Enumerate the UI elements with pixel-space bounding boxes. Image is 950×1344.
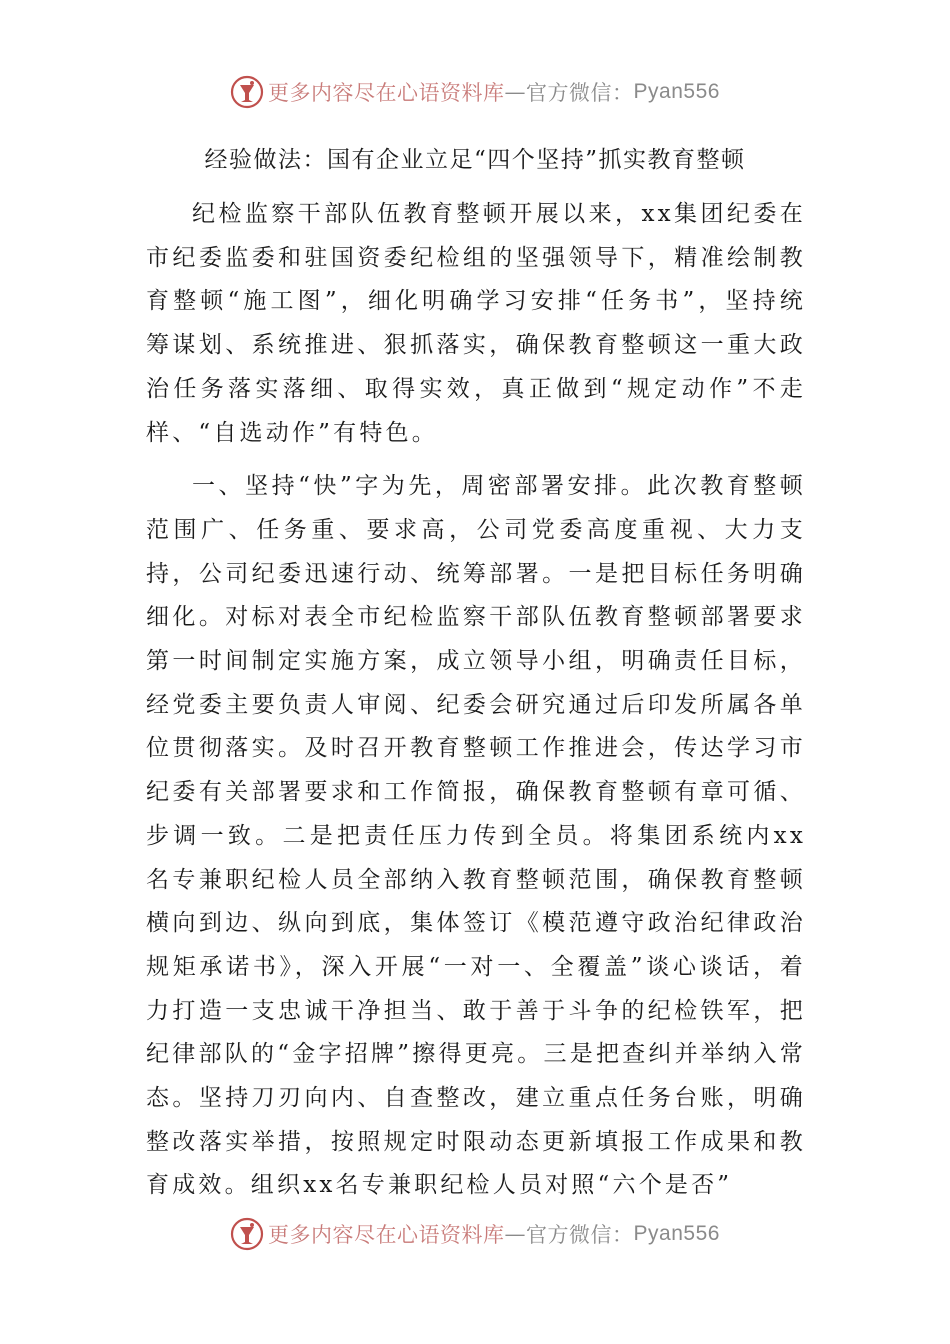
wine-glass-icon (230, 75, 264, 109)
footer-watermark (0, 1214, 950, 1254)
watermark-main-text: 更多内容尽在心语资料库 (268, 1223, 505, 1247)
header-watermark (0, 72, 950, 112)
document-body (146, 193, 806, 1208)
wine-glass-icon (230, 1217, 264, 1251)
watermark-dash: — (504, 80, 527, 104)
paragraph-section-one: 一、坚持“快”字为先，周密部署安排。此次教育整顿范围广、任务重、要求高，公司党委高度重视、大力支持，公司纪委迅速行动、统筹部署。一是把目标任务明确细化。对标对表全市纪检监察干部队伍教育整顿部署要求第一时间制定实施方案，成立领导小组，明确责任目标，经党委主要负责人审阅、纪委会研究通过后印发所属各单位贯彻落实。及时召开教育整顿工作推进会，传达学习市纪委有关部署要求和工作简报，确保教育整顿有章可循、步调一致。二是把责任压力传到全员。将集团系统内xx名专兼职纪检人员全部纳入教育整顿范围，确保教育整顿横向到边、纵向到底，集体签订《模范遵守政治纪律政治规矩承诺书》，深入开展“一对一、全覆盖”谈心谈话，着力打造一支忠诚干净担当、敢于善于斗争的纪检铁军，把纪律部队的“金字招牌”擦得更亮。三是把查纠并举纳入常态。坚持刀刃向内、自查整改，建立重点任务台账，明确整改落实举措，按照规定时限动态更新填报工作成果和教育成效。组织xx名专兼职纪检人员对照“六个是否” (146, 473, 806, 1199)
watermark-dash: — (504, 1222, 527, 1246)
paragraph-intro: 纪检监察干部队伍教育整顿开展以来，xx集团纪委在市纪委监委和驻国资委纪检组的坚强领导下，精准绘制教育整顿“施工图”，细化明确学习安排“任务书”，坚持统筹谋划、系统推进、狠抓落实，确保教育整顿这一重大政治任务落实落细、取得实效，真正做到“规定动作”不走样、“自选动作”有特色。 (146, 201, 806, 446)
watermark-contact-label: 官方微信： (526, 81, 634, 105)
watermark-wechat-id: Pyan556 (633, 1222, 720, 1245)
watermark-main-text: 更多内容尽在心语资料库 (268, 81, 505, 105)
document-title: 经验做法：国有企业立足“四个坚持”抓实教育整顿 (204, 147, 746, 173)
watermark-wechat-id: Pyan556 (633, 80, 720, 103)
watermark-contact-label: 官方微信： (526, 1223, 634, 1247)
